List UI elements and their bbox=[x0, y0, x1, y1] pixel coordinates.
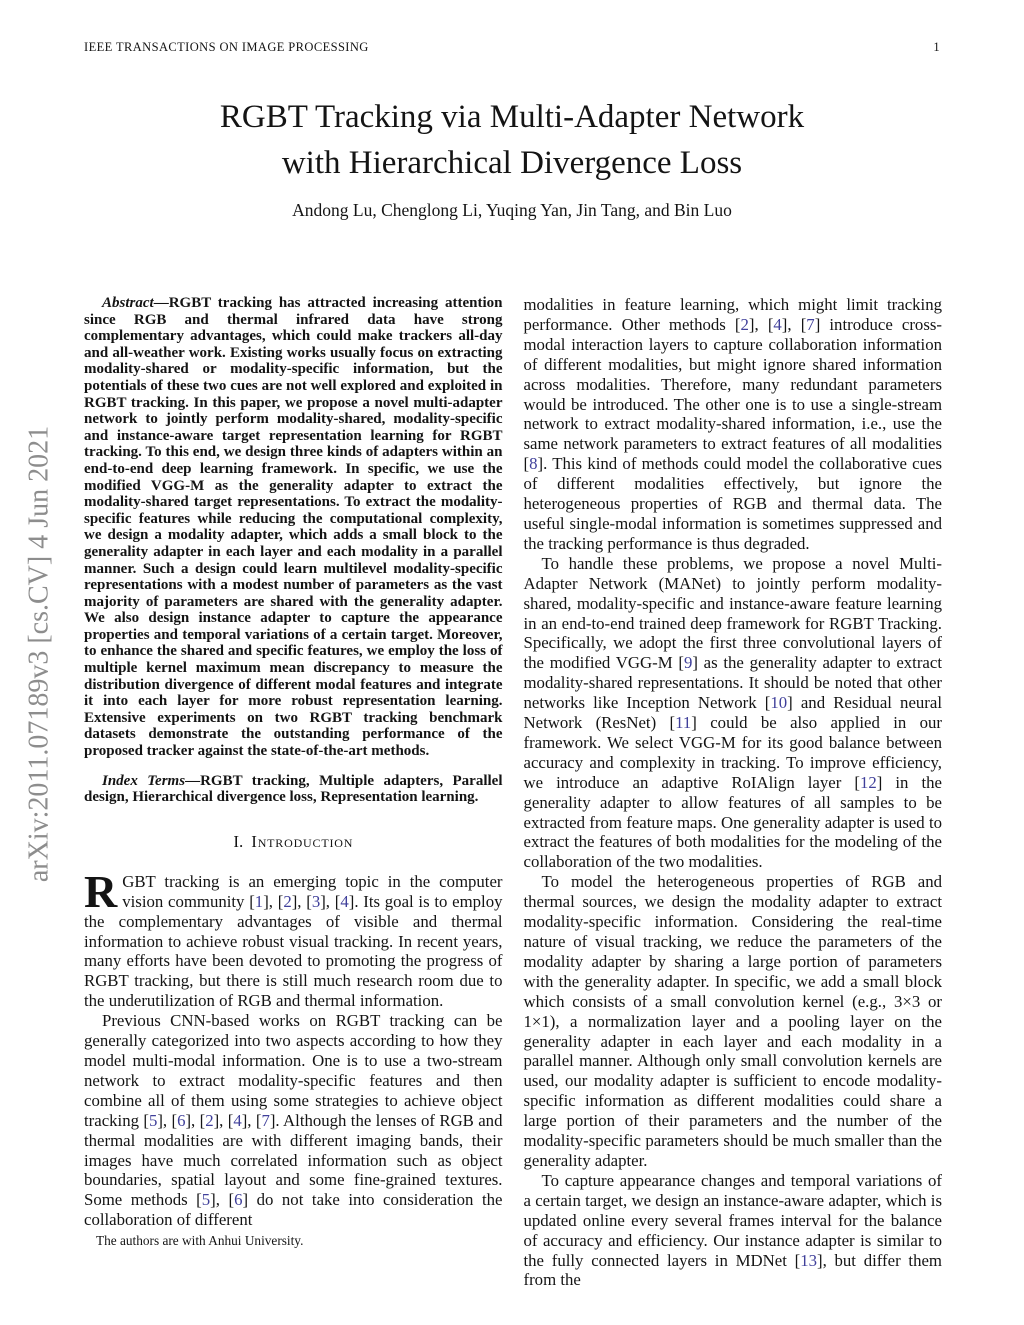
citation-link[interactable]: 10 bbox=[770, 693, 788, 713]
citation-link[interactable]: 13 bbox=[800, 1250, 817, 1270]
citation-link[interactable]: 7 bbox=[261, 1110, 270, 1130]
index-terms-paragraph bbox=[84, 773, 503, 806]
citation-link[interactable]: 9 bbox=[683, 653, 693, 673]
page-number: 1 bbox=[933, 40, 940, 54]
citation-link[interactable]: 4 bbox=[773, 314, 782, 334]
index-terms-text: —RGBT tracking, Multiple adapters, Parallel design, Hierarchical divergence loss, Representation learning. bbox=[84, 772, 503, 806]
citation-link[interactable]: 12 bbox=[859, 772, 877, 792]
citation-link[interactable]: 11 bbox=[675, 713, 692, 733]
citation-link[interactable]: 8 bbox=[529, 454, 538, 474]
right-paragraph-1: modalities in feature learning, which might limit tracking performance. Other methods [2], [4], [7] introduce cross-modal interaction layers to capture collaboration information of different modalities, but might ignore shared information across modalities. Therefore, many redundant parameters would be introduced. The other one is to use a single-stream network to extract modality-shared information, i.e., use the same network parameters to extract features of all modalities [8]. This kind of methods could model the collaborative cues of different modalities effectively, but ignore the heterogeneous properties of RGB and thermal data. The useful single-modal information is sometimes suppressed and the tracking performance is thus degraded. bbox=[523, 295, 942, 553]
authors-footnote: The authors are with Anhui University. bbox=[96, 1233, 304, 1248]
intro-paragraph-1 bbox=[84, 865, 503, 1011]
title-block bbox=[0, 94, 1024, 221]
intro-paragraph-2: Previous CNN-based works on RGBT tracking can be generally categorized into two aspects according to how they model multi-modal information. One is to use a two-stream network to extract modality-specific features and then combine all of them using some strategies to achieve object tracking [5], [6], [2], [4], [7]. Although the lenses of RGB and thermal modalities are with different imaging bands, their images have much correlated information such as object boundaries, spatial layout and some fine-grained textures. Some methods [5], [6] do not take into consideration the collaboration of different bbox=[84, 1011, 503, 1230]
two-column-body bbox=[84, 295, 942, 1290]
citation-link[interactable]: 2 bbox=[740, 314, 749, 334]
paper-title-line-1: RGBT Tracking via Multi-Adapter Network bbox=[219, 99, 805, 135]
citation-link[interactable]: 3 bbox=[311, 891, 321, 911]
right-paragraph-2: To handle these problems, we propose a novel Multi-Adapter Network (MANet) to jointly perform modality-shared, modality-specific and instance-aware feature learning in an end-to-end trained deep framework for RGBT Tracking. Specifically, we adopt the first three convolutional layers of the modified VGG-M [9] as the generality adapter to extract modality-shared representations. It should be noted that other networks like Inception Network [10] and Residual neural Network (ResNet) [11] could be also applied in our framework. We select VGG-M for its good balance between accuracy and complexity in tracking. To improve efficiency, we introduce an adaptive RoIAlign layer [12] in the generality adapter to allow features of all samples to be extracted from feature maps. One generality adapter is used to extract the features of both modalities for the modeling of the collaboration of the two modalities. bbox=[523, 553, 942, 872]
abstract-text: —RGBT tracking has attracted increasing attention since RGB and thermal infrared data have strong complementary advantages, which could make trackers all-day and all-weather work. Existing works usually focus on extracting modality-shared or modality-specific information, but the potentials of these two cues are not well explored and exploited in RGBT tracking. In this paper, we propose a novel multi-adapter network to jointly perform modality-shared, modality-specific and instance-aware target representation learning for RGBT tracking. To this end, we design three kinds of adapters within an end-to-end deep learning framework. In specific, we use the modified VGG-M as the generality adapter to extract the modality-shared target representations. To extract the modality-specific features while reducing the computational complexity, we design a modality adapter, which adds a small block to the generality adapter in each layer and each modality in a parallel manner. Such a design could learn multilevel modality-specific representations with a modest number of parameters as the vast majority of parameters are shared with the generality adapter. We also design instance adapter to capture the appearance properties and temporal variations of a certain target. Moreover, to enhance the shared and specific features, we employ the loss of multiple kernel maximum mean discrepancy to measure the distribution divergence of different modal features and integrate it into each layer for more robust representation learning. Extensive experiments on two RGBT tracking benchmark datasets demonstrate the outstanding performance of the proposed tracker against the state-of-the-art methods. bbox=[84, 295, 503, 760]
index-terms-label: Index Terms bbox=[102, 772, 186, 789]
citation-link[interactable]: 4 bbox=[340, 891, 349, 911]
citation-link[interactable]: 6 bbox=[177, 1110, 186, 1130]
right-column bbox=[523, 295, 943, 1290]
abstract-label: Abstract bbox=[102, 295, 154, 311]
section-number: I. bbox=[233, 831, 244, 851]
citation-link[interactable]: 2 bbox=[283, 891, 292, 911]
right-paragraph-4: To capture appearance changes and temporal variations of a certain target, we design an instance-aware adapter, which is updated online every several frames interval for the balance of accuracy and efficiency. Our instance adapter is similar to the fully connected layers in MDNet [13], but differ them from the bbox=[523, 1170, 942, 1290]
citation-link[interactable]: 1 bbox=[254, 891, 264, 911]
left-column bbox=[84, 295, 503, 1285]
citation-link[interactable]: 7 bbox=[806, 314, 815, 334]
arxiv-watermark: arXiv:2011.07189v3 [cs.CV] 4 Jun 2021 bbox=[23, 425, 55, 883]
authors-line: Andong Lu, Chenglong Li, Yuqing Yan, Jin Tang, and Bin Luo bbox=[292, 200, 732, 220]
right-paragraph-3: To model the heterogeneous properties of RGB and thermal sources, we design the modality adapter to extract modality-specific information. Considering the real-time nature of visual tracking, we reduce the parameters of the modality adapter by sharing a large portion of parameters with the generality adapter. In specific, we add a small block which consists of a small convolution kernel (e.g., 3×3 or 1×1), a normalization layer and a pooling layer on the generality adapter in each layer and each modality in a parallel manner. Although only small convolution kernels are used, our modality adapter is sufficient to encode modality-specific information as different modalities could share a large portion of their parameters and the number of the modality-specific parameters should be much smaller than the generality adapter. bbox=[523, 872, 942, 1170]
intro-paragraph-1-text: GBT tracking is an emerging topic in the computer vision community [1], [2], [3], [4]. Its goal is to employ the complementary advantages of visible and thermal information to achieve robust visual tracking. In recent years, many efforts have been devoted to promoting the progress of RGBT tracking, but there is still much research room due to the underutilization of RGB and thermal information. bbox=[84, 871, 503, 1011]
paper-title-line-2: with Hierarchical Divergence Loss bbox=[281, 145, 743, 181]
citation-link[interactable]: 6 bbox=[234, 1190, 243, 1210]
journal-title: IEEE TRANSACTIONS ON IMAGE PROCESSING bbox=[84, 40, 369, 54]
section-heading-text: Introduction bbox=[251, 831, 354, 851]
abstract-paragraph bbox=[84, 295, 503, 760]
citation-link[interactable]: 5 bbox=[201, 1190, 211, 1210]
citation-link[interactable]: 5 bbox=[148, 1110, 158, 1130]
citation-link[interactable]: 4 bbox=[233, 1110, 242, 1130]
section-heading-introduction bbox=[84, 832, 503, 852]
intro-drop-cap: R bbox=[84, 865, 118, 917]
citation-link[interactable]: 2 bbox=[205, 1110, 214, 1130]
running-header bbox=[84, 40, 940, 55]
